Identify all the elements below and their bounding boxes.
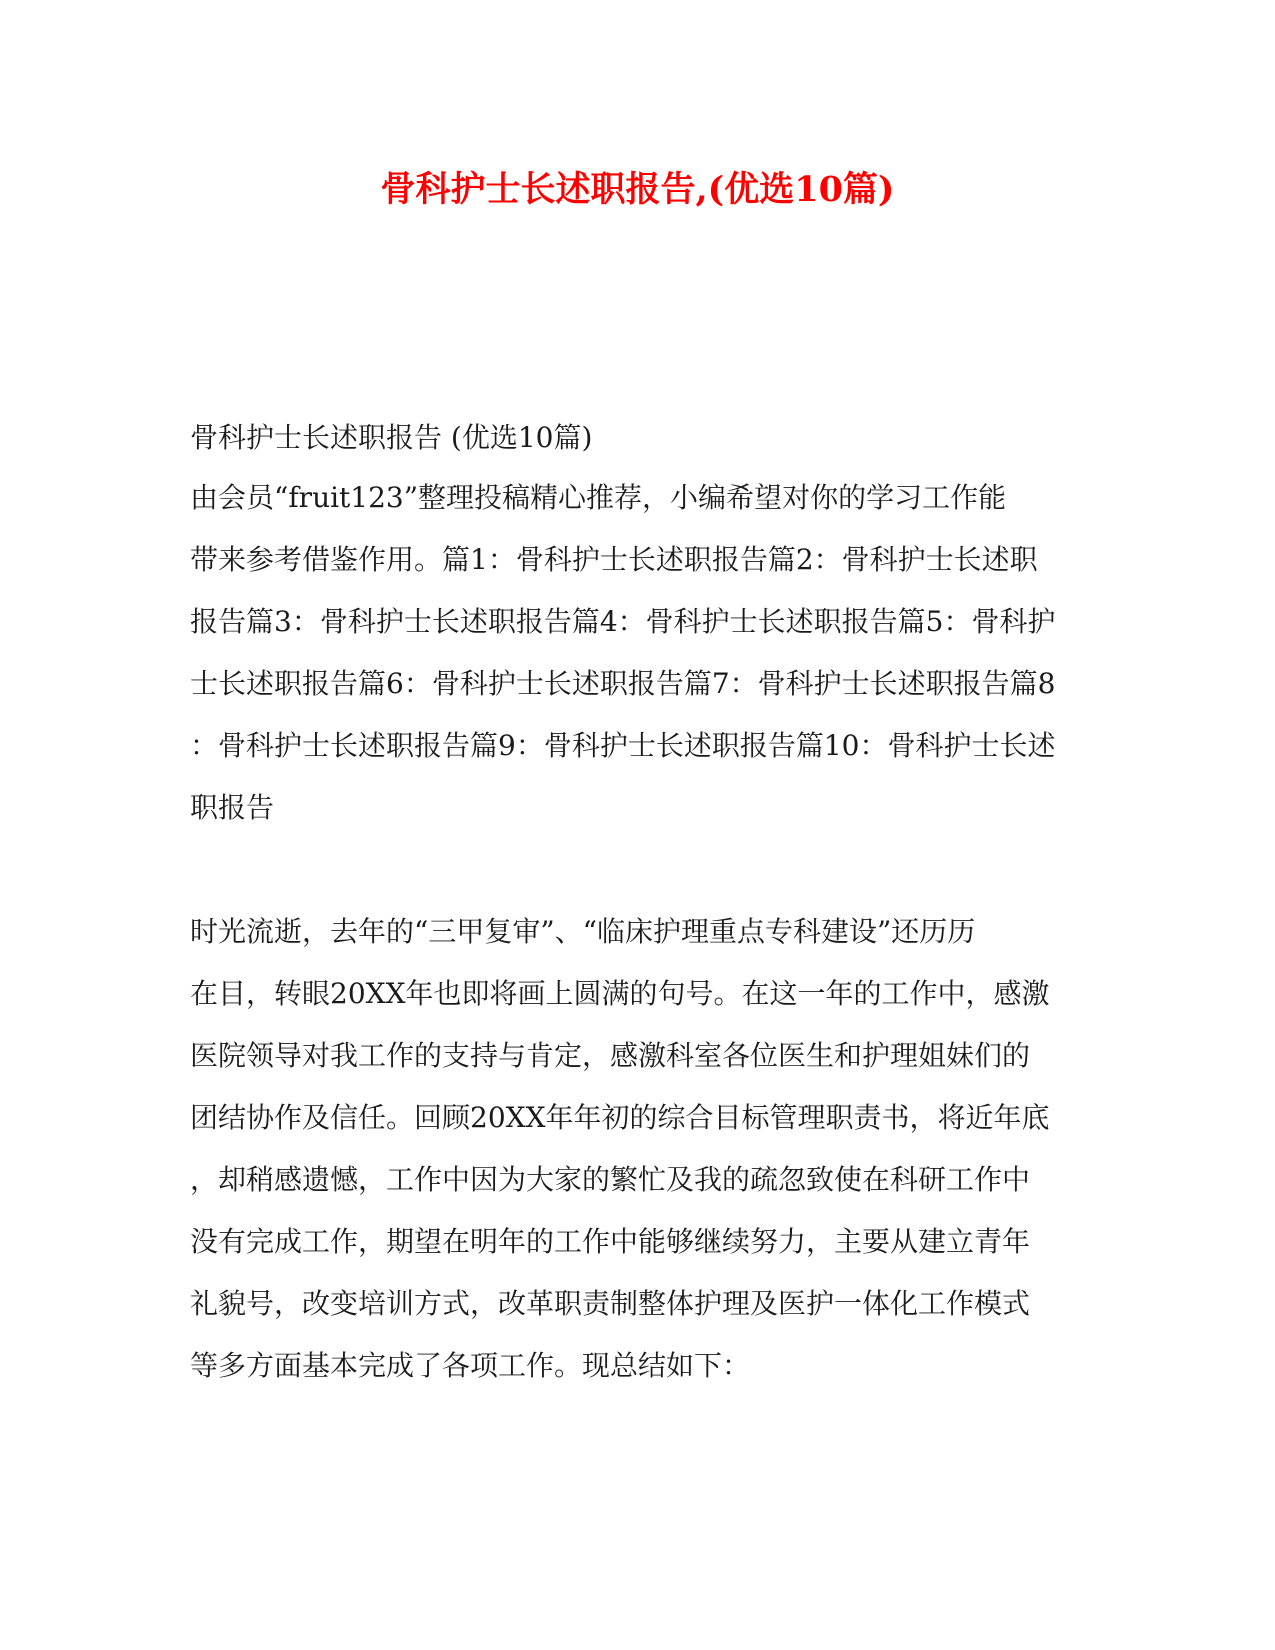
body-line: 礼貌号，改变培训方式，改革职责制整体护理及医护一体化工作模式 bbox=[190, 1287, 1031, 1320]
intro-line: 报告篇3：骨科护士长述职报告篇4：骨科护士长述职报告篇5：骨科护 bbox=[190, 605, 1056, 638]
body-line: 在目，转眼20XX年也即将画上圆满的句号。在这一年的工作中，感激 bbox=[190, 977, 1050, 1010]
body-line: 医院领导对我工作的支持与肯定，感激科室各位医生和护理姐妹们的 bbox=[190, 1039, 1031, 1072]
body-line: 时光流逝，去年的“三甲复审”、“临床护理重点专科建设”还历历 bbox=[190, 915, 976, 948]
document-title: 骨科护士长述职报告,(优选10篇) bbox=[380, 169, 895, 210]
document-subtitle: 骨科护士长述职报告 (优选10篇) bbox=[190, 421, 593, 454]
intro-line: 士长述职报告篇6：骨科护士长述职报告篇7：骨科护士长述职报告篇8 bbox=[190, 667, 1056, 700]
intro-line: 带来参考借鉴作用。篇1：骨科护士长述职报告篇2：骨科护士长述职 bbox=[190, 543, 1038, 576]
body-line: 没有完成工作，期望在明年的工作中能够继续努力，主要从建立青年 bbox=[190, 1225, 1031, 1258]
intro-line: 职报告 bbox=[190, 791, 275, 824]
body-line: 等多方面基本完成了各项工作。现总结如下： bbox=[190, 1349, 751, 1382]
intro-line: ：骨科护士长述职报告篇9：骨科护士长述职报告篇10：骨科护士长述 bbox=[190, 729, 1056, 762]
body-line: 团结协作及信任。回顾20XX年年初的综合目标管理职责书，将近年底 bbox=[190, 1101, 1050, 1134]
intro-line: 由会员“fruit123”整理投稿精心推荐，小编希望对你的学习工作能 bbox=[190, 481, 1007, 514]
body-line: ，却稍感遗憾，工作中因为大家的繁忙及我的疏忽致使在科研工作中 bbox=[190, 1163, 1031, 1196]
